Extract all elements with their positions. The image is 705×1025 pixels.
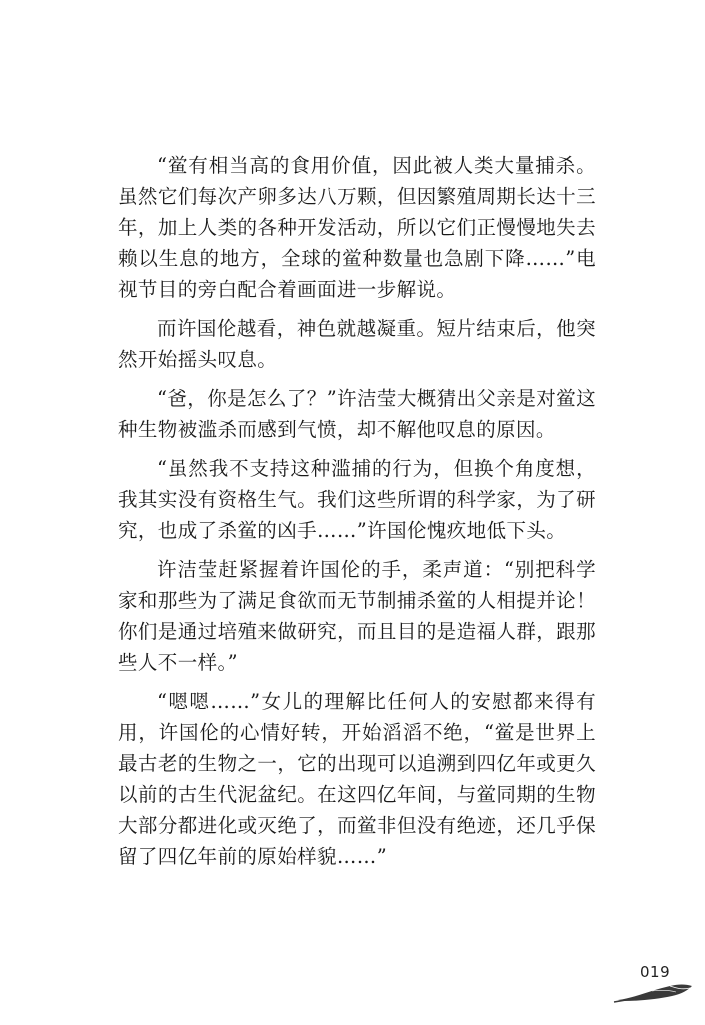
paragraph: “虽然我不支持这种滥捕的行为，但换个角度想，我其实没有资格生气。我们这些所谓的科学家，为了研究，也成了杀鲎的凶手……”许国伦愧疚地低下头。 [118,457,596,542]
paragraph: “爸，你是怎么了？”许洁莹大概猜出父亲是对鲎这种生物被滥杀而感到气愤，却不解他叹息的原因。 [118,387,596,441]
paragraph: “鲎有相当高的食用价值，因此被人类大量捕杀。虽然它们每次产卵多达八万颗，但因繁殖周期长达十三年，加上人类的各种开发活动，所以它们正慢慢地失去赖以生息的地方，全球的鲎种数量也急剧下降……”电视节目的旁白配合着画面进一步解说。 [118,154,596,301]
paragraph: 许洁莹赶紧握着许国伦的手，柔声道：“别把科学家和那些为了满足食欲而无节制捕杀鲎的人相提并论！你们是通过培殖来做研究，而且目的是造福人群，跟那些人不一样。” [118,558,596,674]
body-text [118,150,596,880]
paragraph: “嗯嗯……”女儿的理解比任何人的安慰都来得有用，许国伦的心情好转，开始滔滔不绝，“鲎是世界上最古老的生物之一，它的出现可以追溯到四亿年或更久以前的古生代泥盆纪。在这四亿年间，与鲎同期的生物大部分都进化或灭绝了，而鲎非但没有绝迹，还几乎保留了四亿年前的原始样貌……” [118,690,596,868]
paragraph: 而许国伦越看，神色就越凝重。短片结束后，他突然开始摇头叹息。 [118,317,596,371]
horseshoe-crab-icon [612,978,696,1006]
page-number: 019 [640,963,671,981]
